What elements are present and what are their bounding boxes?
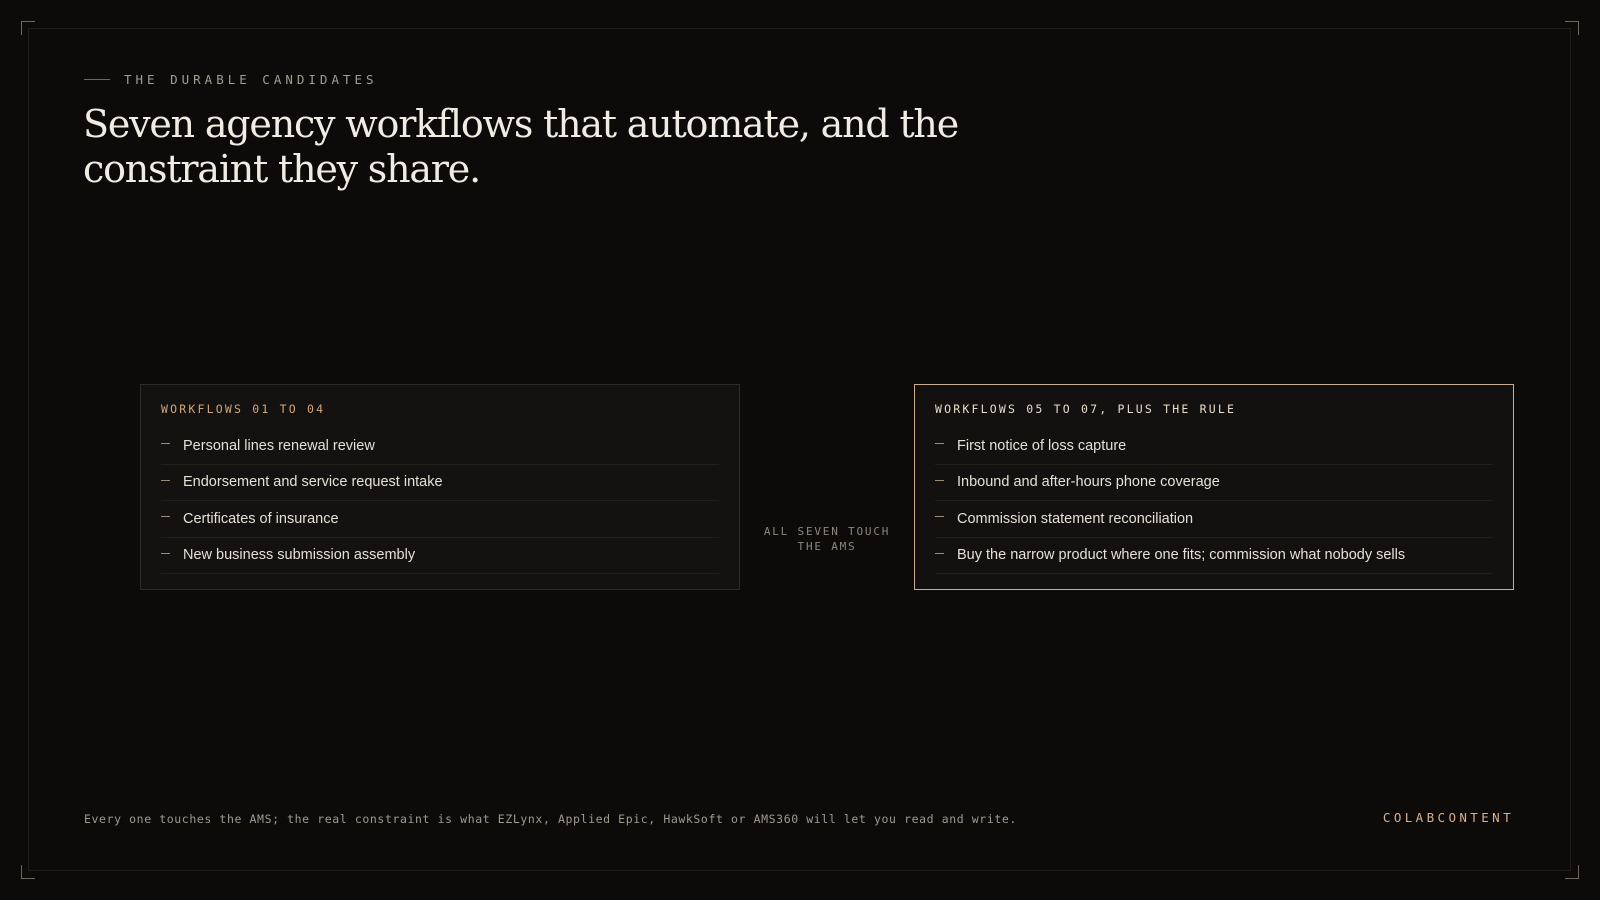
list-item	[161, 538, 719, 575]
dash-icon	[935, 516, 944, 517]
footer-note: Every one touches the AMS; the real constraint is what EZLynx, Applied Epic, HawkSoft or AMS360 will let you read and write.	[84, 812, 1017, 826]
connector-line-2: THE AMS	[797, 540, 857, 553]
eyebrow	[84, 72, 378, 87]
list-item	[161, 428, 719, 465]
list-item	[161, 501, 719, 538]
panel-heading: WORKFLOWS 01 TO 04	[161, 402, 326, 416]
list-item	[935, 428, 1493, 465]
connector-line-1: ALL SEVEN TOUCH	[763, 525, 891, 538]
list-item	[935, 501, 1493, 538]
dash-icon	[935, 480, 944, 481]
eyebrow-rule	[84, 79, 110, 80]
connector-label	[757, 524, 897, 554]
list-item	[935, 538, 1493, 575]
list-item-label: Commission statement reconciliation	[957, 510, 1194, 527]
panel-heading: WORKFLOWS 05 TO 07, PLUS THE RULE	[935, 402, 1237, 416]
corner-mark-top-right	[1565, 21, 1579, 35]
corner-mark-bottom-right	[1565, 865, 1579, 879]
dash-icon	[161, 443, 170, 444]
list-item-label: New business submission assembly	[183, 547, 416, 564]
list-item-label: Endorsement and service request intake	[183, 474, 443, 491]
list-item	[161, 465, 719, 502]
dash-icon	[161, 516, 170, 517]
list-item-label: Inbound and after-hours phone coverage	[957, 474, 1220, 491]
eyebrow-text: THE DURABLE CANDIDATES	[124, 72, 378, 87]
list-item	[935, 465, 1493, 502]
dash-icon	[935, 553, 944, 554]
workflows-panel-right	[914, 384, 1514, 590]
corner-mark-bottom-left	[21, 865, 35, 879]
brand-logo: COLABCONTENT	[1382, 810, 1514, 825]
page-title: Seven agency workflows that automate, and the constraint they share.	[83, 102, 958, 191]
list-item-label: Personal lines renewal review	[183, 437, 375, 454]
workflows-panel-left	[140, 384, 740, 590]
corner-mark-top-left	[21, 21, 35, 35]
list-item-label: Certificates of insurance	[183, 510, 339, 527]
dash-icon	[161, 480, 170, 481]
dash-icon	[935, 443, 944, 444]
dash-icon	[161, 553, 170, 554]
list-item-label: Buy the narrow product where one fits; commission what nobody sells	[957, 547, 1406, 564]
list-item-label: First notice of loss capture	[957, 437, 1127, 454]
